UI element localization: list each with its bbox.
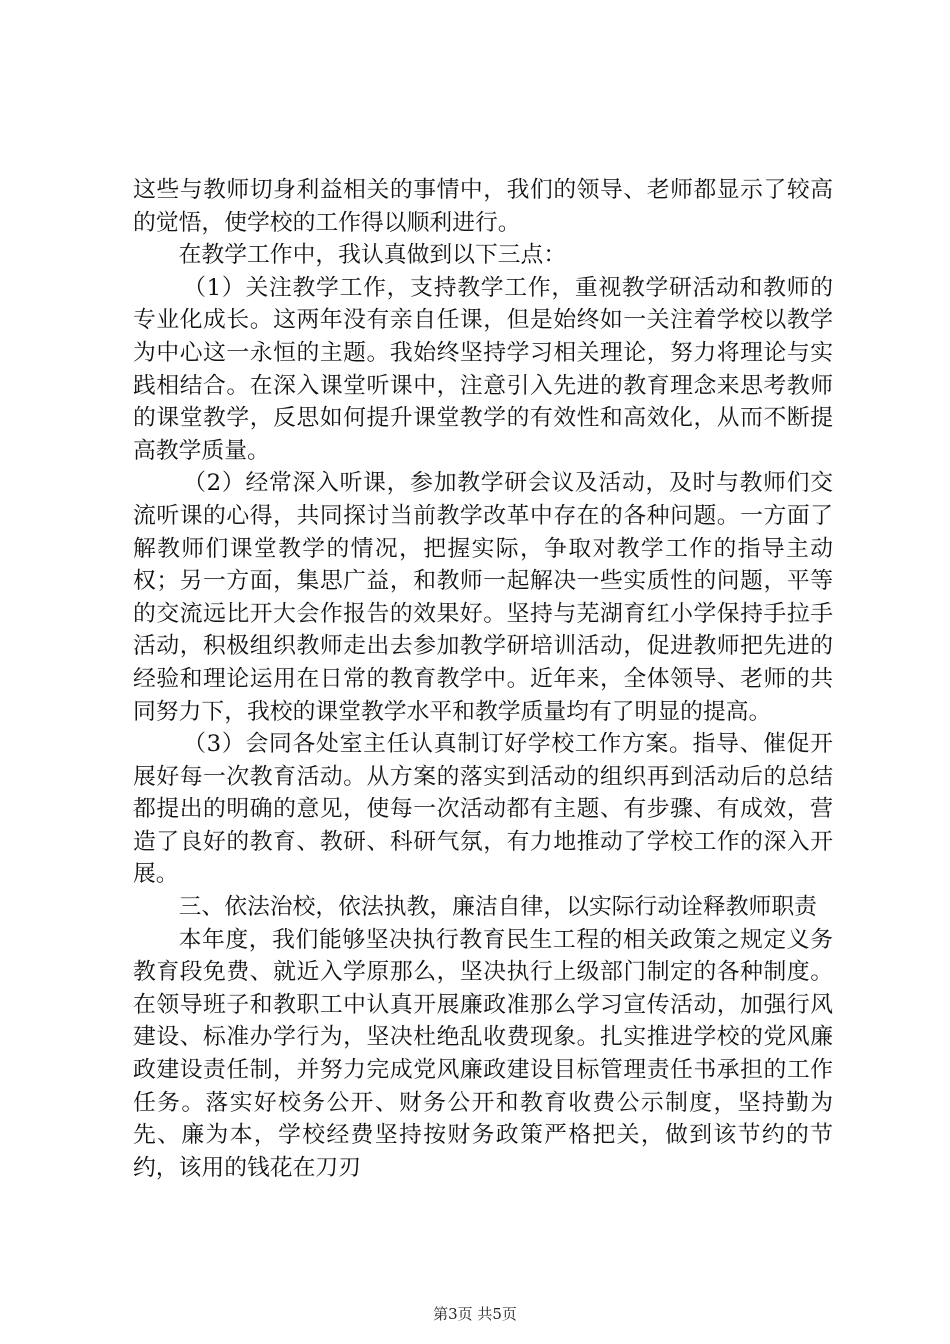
section-heading-3: 三、依法治校，依法执教，廉洁自律，以实际行动诠释教师职责 [178,894,817,921]
page-number-footer: 第3页 共5页 [433,1305,517,1323]
document-body [133,174,833,1184]
paragraph-section-3: 本年度，我们能够坚决执行教育民生工程的相关政策之规定义务教育段免费、就近入学原那么，坚决执行上级部门制定的各种制度。在领导班子和教职工中认真开展廉政准那么学习宣传活动，加强行风建设、标准办学行为，坚决杜绝乱收费现象。扎实推进学校的党风廉政建设责任制，并努力完成党风廉政建设目标管理责任书承担的工作任务。落实好校务公开、财务公开和教育收费公示制度，坚持勤为先、廉为本，学校经费坚持按财务政策严格把关，做到该节约的节约，该用的钱花在刀刃 [133,926,833,1181]
paragraph-item-2: （2）经常深入听课，参加教学研会议及活动，及时与教师们交流听课的心得，共同探讨当前教学改革中存在的各种问题。一方面了解教师们课堂教学的情况，把握实际，争取对教学工作的指导主动权；另一方面，集思广益，和教师一起解决一些实质性的问题，平等的交流远比开大会作报告的效果好。坚持与芜湖育红小学保持手拉手活动，积极组织教师走出去参加教学研培训活动，促进教师把先进的经验和理论运用在日常的教育教学中。近年来，全体领导、老师的共同努力下，我校的课堂教学水平和教学质量均有了明显的提高。 [133,470,833,725]
paragraph-item-3: （3）会同各处室主任认真制订好学校工作方案。指导、催促开展好每一次教育活动。从方案的落实到活动的组织再到活动后的总结都提出的明确的意见，使每一次活动都有主题、有步骤、有成效，营造了良好的教育、教研、科研气氛，有力地推动了学校工作的深入开展。 [133,731,833,888]
paragraph-intro: 在教学工作中，我认真做到以下三点： [178,242,567,269]
paragraph-item-1: （1）关注教学工作，支持教学工作，重视教学研活动和教师的专业化成长。这两年没有亲自任课，但是始终如一关注着学校以教学为中心这一永恒的主题。我始终坚持学习相关理论，努力将理论与实践相结合。在深入课堂听课中，注意引入先进的教育理念来思考教师的课堂教学，反思如何提升课堂教学的有效性和高效化，从而不断提高教学质量。 [133,274,833,464]
paragraph-continuation: 这些与教师切身利益相关的事情中，我们的领导、老师都显示了较高的觉悟，使学校的工作得以顺利进行。 [133,177,833,236]
